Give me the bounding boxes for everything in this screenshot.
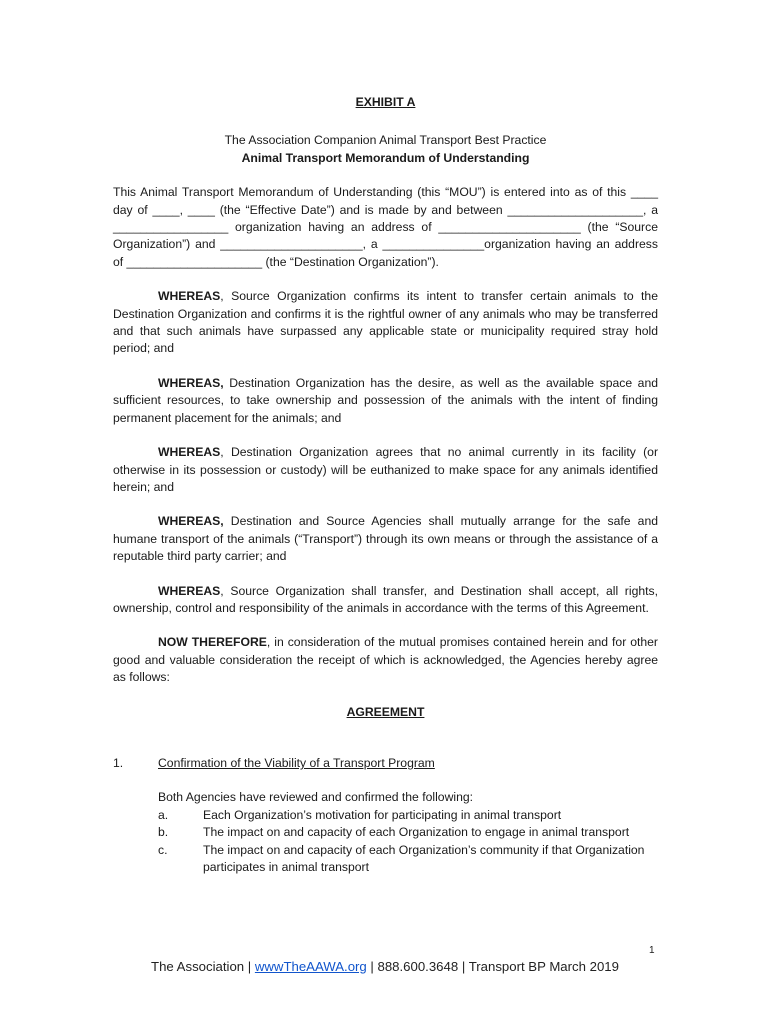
list-item-text: Each Organization’s motivation for participating in animal transport	[203, 807, 562, 822]
now-therefore-text: , in consideration of the mutual promises contained herein and for other good and valuable consideration the receipt of which is acknowledged, the Agencies hereby agree as follows:	[113, 635, 658, 685]
page-footer	[0, 959, 770, 974]
section-1-lead: Both Agencies have reviewed and confirmed the following:	[158, 790, 474, 805]
list-item-letter: a.	[158, 807, 169, 822]
list-item-text: The impact on and capacity of each Organization to engage in animal transport	[203, 825, 630, 840]
whereas-clause-4	[113, 513, 658, 565]
list-item-letter: b.	[158, 825, 169, 840]
whereas-lead: WHEREAS	[158, 289, 221, 304]
list-item	[113, 824, 658, 841]
whereas-text: , Source Organization confirms its intent to transfer certain animals to the Destination Organization and confirms it is the rightful owner of any animals who may be transferred and that such animals have surpassed any applicable state or municipality required stray hold period; and	[113, 289, 658, 356]
list-item-text: The impact on and capacity of each Organization’s community if that Organization participates in animal transport	[203, 842, 645, 874]
exhibit-title: EXHIBIT A	[355, 95, 416, 109]
list-item	[113, 807, 658, 824]
whereas-clause-5	[113, 583, 658, 618]
whereas-text: Destination and Source Agencies shall mutually arrange for the safe and humane transport of the animals (“Transport”) through its own means or through the assistance of a reputable third party carrier; and	[113, 514, 658, 564]
document-body	[113, 94, 658, 876]
footer-website-link[interactable]: wwwTheAAWA.org	[254, 959, 367, 974]
list-item-letter: c.	[158, 842, 168, 857]
footer-prefix: The Association |	[151, 959, 255, 974]
document-title: Animal Transport Memorandum of Understanding	[241, 150, 530, 165]
whereas-clause-2	[113, 375, 658, 427]
document-subtitle: The Association Companion Animal Transport Best Practice	[224, 133, 547, 148]
now-therefore-lead: NOW THEREFORE	[158, 635, 267, 650]
whereas-text: , Source Organization shall transfer, and Destination shall accept, all rights, ownership, control and responsibility of the animals in accordance with the terms of this Agreement.	[113, 583, 658, 615]
now-therefore-clause	[113, 634, 658, 686]
section-1-heading	[113, 755, 658, 772]
whereas-clause-1	[113, 288, 658, 358]
section-number: 1.	[113, 755, 124, 770]
list-item	[113, 842, 658, 877]
whereas-lead: WHEREAS,	[158, 514, 224, 529]
whereas-text: , Destination Organization agrees that no animal currently in its facility (or otherwise in its possession or custody) will be euthanized to make space for any animals identified herein; and	[113, 445, 658, 494]
whereas-text: Destination Organization has the desire, as well as the available space and sufficient resources, to take ownership and possession of the animals with the intent of finding permanent placement for the animals; and	[113, 375, 658, 425]
agreement-heading: AGREEMENT	[346, 704, 425, 719]
whereas-lead: WHEREAS	[158, 583, 221, 598]
intro-paragraph: This Animal Transport Memorandum of Understanding (this “MOU”) is entered into as of this ____ day of ____, ____ (the “Effective Date”) and is made by and between ____________________, a _________________ organization having an address of _____________________ (the “Source Organization”) and _____________________, a _______________organization having an address of ____________________ (the “Destination Organization”).	[113, 185, 658, 269]
whereas-lead: WHEREAS,	[158, 375, 224, 390]
section-title: Confirmation of the Viability of a Transport Program	[158, 755, 435, 770]
footer-suffix: | 888.600.3648 | Transport BP March 2019	[366, 959, 619, 974]
page-number: 1	[649, 945, 655, 956]
whereas-clause-3	[113, 444, 658, 496]
whereas-lead: WHEREAS	[158, 445, 221, 460]
